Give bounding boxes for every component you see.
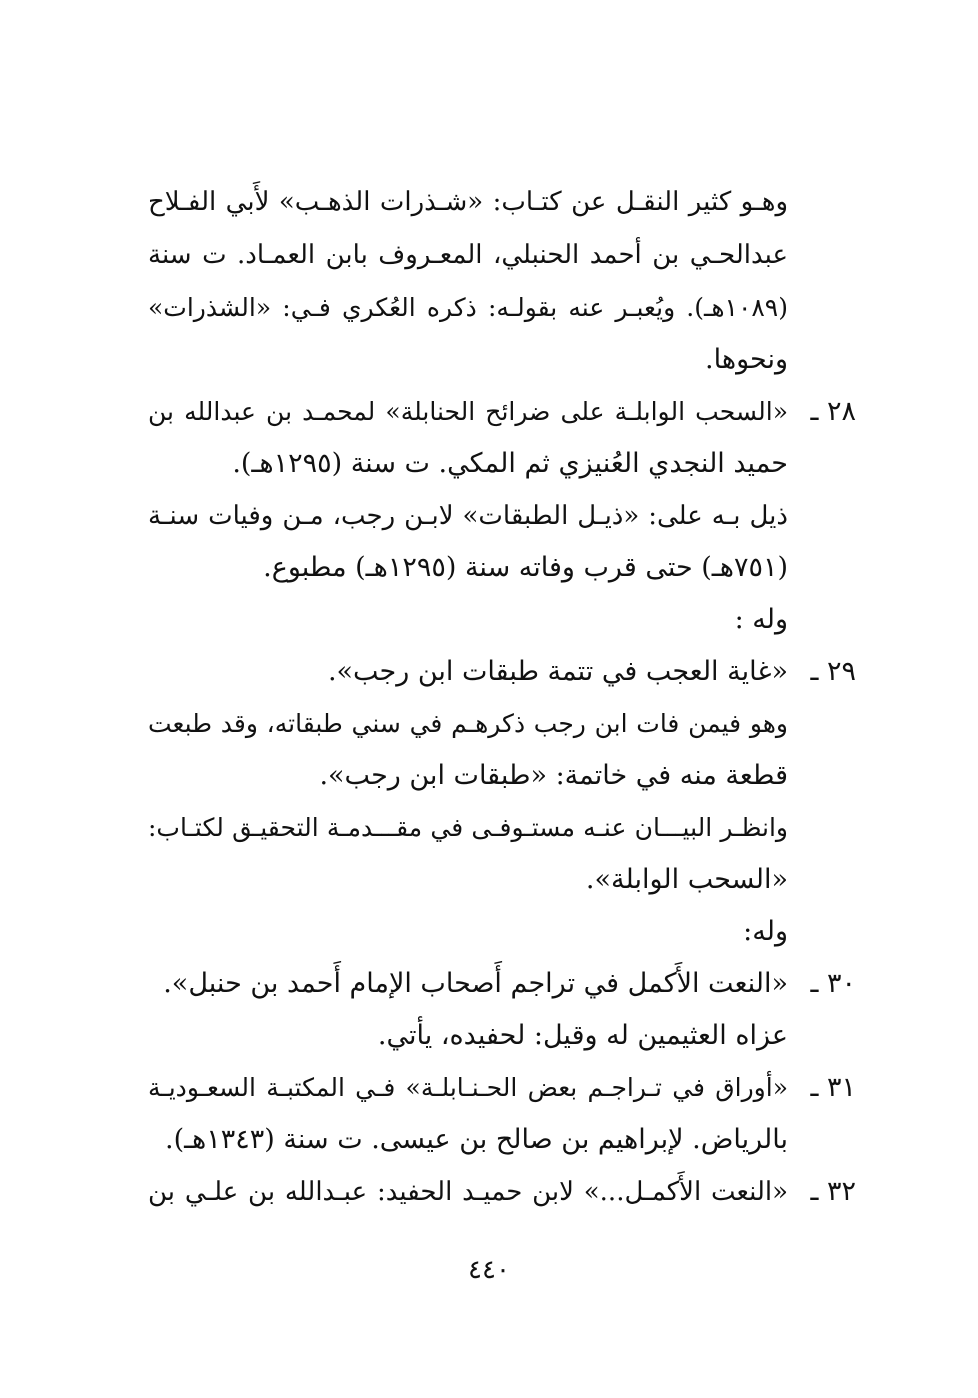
text-line: (١٠٨٩هـ). ويُعبـر عنه بقولـه: ذكره العُكري فـي: «الشذرات» [148, 293, 788, 322]
entry-number-32: ٣٢ ـ [810, 1176, 856, 1207]
entry-31-line: «أوراق في تـراجـم بعض الحـنـابلـة» فـي المكتبـة السعـوديـة [148, 1073, 788, 1102]
text-line: عبدالحـي بن أحمد الحنبلي، المعـروف بابن العمـاد. ت سنة [148, 240, 788, 270]
entry-28-line: حميد النجدي العُنيزي ثم المكي. ت سنة (١٢٩٥هـ). [232, 448, 788, 479]
entry-number-28: ٢٨ ـ [810, 396, 856, 427]
text-line: «السحب الوابلة». [585, 864, 788, 895]
entry-29-line: «غاية العجب في تتمة طبقات ابن رجب». [327, 656, 788, 687]
text-line: ونحوها. [705, 344, 788, 375]
text-line: (٧٥١هـ) حتى قرب وفاته سنة (١٢٩٥هـ) مطبوع. [263, 552, 788, 583]
text-line: ذيل بـه على: «ذيـل الطبقات» لابـن رجب، مـن وفيات سنـة [148, 501, 788, 531]
text-line: وهو فيمن فات ابن رجب ذكرهـم في سني طبقاته، وقد طبعت [148, 709, 788, 738]
entry-32-line: «النعت الأَكمـل...» لابن حميـد الحفيد: عبـدالله بن علـي بن [148, 1177, 788, 1207]
text-line: وله: [743, 916, 788, 947]
entry-30-line: «النعت الأَكمل في تراجم أَصحاب الإمام أَحمد بن حنبل». [163, 968, 788, 999]
entry-28-line: «السحب الوابلـة على ضرائح الحنابلة» لمحمـد بن عبدالله بن [148, 397, 788, 426]
text-line: عزاه العثيمين له وقيل: لحفيده، يأتي. [377, 1020, 788, 1051]
entry-number-29: ٢٩ ـ [810, 656, 856, 687]
entry-number-31: ٣١ ـ [810, 1072, 856, 1103]
text-line: وانظـر البيـــان عنـه مستـوفـى في مقـــدمـة التحقيـق لكتـاب: [148, 813, 788, 842]
text-line: وله : [734, 604, 788, 635]
entry-number-30: ٣٠ ـ [810, 968, 856, 999]
page-number: ٤٤٠ [468, 1255, 510, 1285]
entry-31-line: بالرياض. لإبراهيم بن صالح بن عيسى. ت سنة (١٣٤٣هـ). [164, 1124, 788, 1155]
text-line: وهـو كثير النقـل عن كتـاب: «شـذرات الذهـب» لأَبي الفـلاح [148, 187, 788, 217]
text-line: قطعة منه في خاتمة: «طبقات ابن رجب». [319, 760, 788, 791]
